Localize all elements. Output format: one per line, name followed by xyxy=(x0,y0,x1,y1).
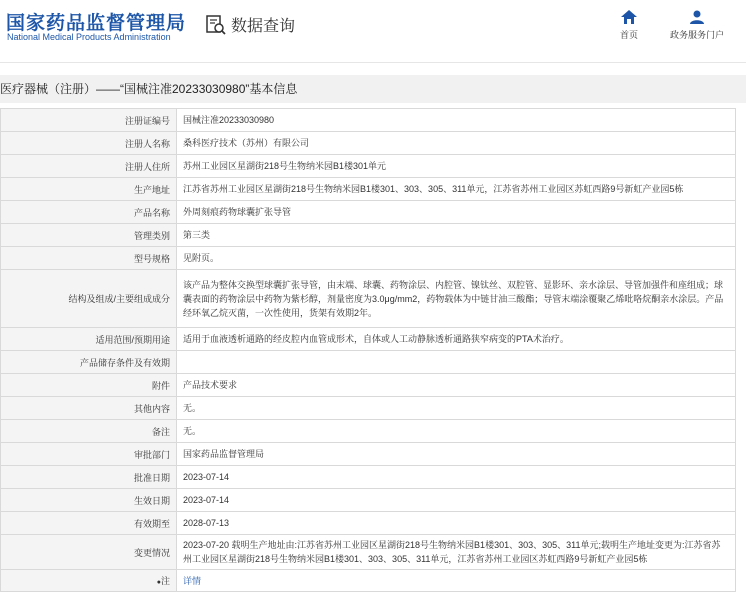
row-value: 第三类 xyxy=(177,224,736,247)
row-value: 产品技术要求 xyxy=(177,374,736,397)
info-row xyxy=(1,512,736,535)
row-label: 有效期至 xyxy=(1,512,177,535)
row-label: 产品储存条件及有效期 xyxy=(1,351,177,374)
row-value xyxy=(177,570,736,592)
row-label: 生效日期 xyxy=(1,489,177,512)
site-header xyxy=(0,0,746,63)
info-row xyxy=(1,466,736,489)
info-row xyxy=(1,570,736,592)
row-label: 其他内容 xyxy=(1,397,177,420)
info-row xyxy=(1,224,736,247)
info-row xyxy=(1,132,736,155)
row-value: 2028-07-13 xyxy=(177,512,736,535)
data-query-label: 数据查询 xyxy=(231,18,296,35)
note-bullet-icon: ● xyxy=(156,579,161,586)
details-link[interactable]: 详情 xyxy=(183,575,202,586)
site-logo-title[interactable]: 国家药品监督管理局 xyxy=(6,13,187,34)
row-label: 型号规格 xyxy=(1,247,177,270)
info-row xyxy=(1,535,736,570)
row-label: 变更情况 xyxy=(1,535,177,570)
row-label: 注册证编号 xyxy=(1,109,177,132)
row-value: 桑科医疗技术（苏州）有限公司 xyxy=(177,132,736,155)
info-row xyxy=(1,374,736,397)
nav-service-portal[interactable] xyxy=(670,10,724,41)
row-value: 2023-07-14 xyxy=(177,489,736,512)
row-value: 苏州工业园区星湖街218号生物纳米园B1楼301单元 xyxy=(177,155,736,178)
row-value: 该产品为整体交换型球囊扩张导管，由末端、球囊、药物涂层、内腔管、镍钛丝、双腔管、显影环、亲水涂层、导管加强件和座组成；球囊表面的药物涂层中药物为紫杉醇，剂量密度为3.0μg/mm2，药物载体为中链甘油三酸酯；导管末端涂覆聚乙烯吡咯烷酮亲水涂层。产品经环氧乙烷灭菌，一次性使用，货架有效期2年。 xyxy=(177,270,736,328)
row-label: 批准日期 xyxy=(1,466,177,489)
info-row xyxy=(1,201,736,224)
row-value: 国械注准20233030980 xyxy=(177,109,736,132)
row-value: 无。 xyxy=(177,420,736,443)
info-row xyxy=(1,489,736,512)
row-label: 注册人住所 xyxy=(1,155,177,178)
row-label: 注册人名称 xyxy=(1,132,177,155)
row-value: 2023-07-20 载明生产地址由:江苏省苏州工业园区星湖街218号生物纳米园B1楼301、303、305、311单元;载明生产地址变更为:江苏省苏州工业园区星湖街218号生物纳米园B1楼301、303、305、311单元，江苏省苏州工业园区苏虹西路9号新虹产业园5栋 xyxy=(177,535,736,570)
user-icon xyxy=(689,10,705,24)
info-row xyxy=(1,155,736,178)
nav-home-label: 首页 xyxy=(620,30,639,40)
row-label xyxy=(1,570,177,592)
row-label: 适用范围/预期用途 xyxy=(1,328,177,351)
row-value: 无。 xyxy=(177,397,736,420)
info-row xyxy=(1,420,736,443)
info-row xyxy=(1,443,736,466)
home-icon xyxy=(621,10,637,24)
row-value xyxy=(177,351,736,374)
info-row xyxy=(1,178,736,201)
info-row xyxy=(1,351,736,374)
nav-service-label: 政务服务门户 xyxy=(670,30,725,40)
registration-info-table xyxy=(0,108,736,592)
site-logo-subtitle: National Medical Products Administration xyxy=(7,32,171,42)
row-label: 审批部门 xyxy=(1,443,177,466)
nav-home[interactable] xyxy=(620,10,638,41)
info-row xyxy=(1,109,736,132)
row-label: 生产地址 xyxy=(1,178,177,201)
row-label-text: 注 xyxy=(160,576,170,586)
row-value: 外周刻痕药物球囊扩张导管 xyxy=(177,201,736,224)
row-value: 国家药品监督管理局 xyxy=(177,443,736,466)
info-row xyxy=(1,270,736,328)
row-value: 江苏省苏州工业园区星湖街218号生物纳米园B1楼301、303、305、311单元，江苏省苏州工业园区苏虹西路9号新虹产业园5栋 xyxy=(177,178,736,201)
row-label: 结构及组成/主要组成成分 xyxy=(1,270,177,328)
data-search-icon xyxy=(205,14,227,36)
row-label: 产品名称 xyxy=(1,201,177,224)
row-value: 见附页。 xyxy=(177,247,736,270)
row-label: 备注 xyxy=(1,420,177,443)
row-label: 管理类别 xyxy=(1,224,177,247)
info-row xyxy=(1,397,736,420)
row-value: 适用于血液透析通路的经皮腔内血管成形术，自体或人工动静脉透析通路狭窄病变的PTA术治疗。 xyxy=(177,328,736,351)
breadcrumb: 医疗器械（注册）——“国械注准20233030980”基本信息 xyxy=(0,75,746,103)
row-value: 2023-07-14 xyxy=(177,466,736,489)
data-query-link[interactable] xyxy=(205,13,295,36)
info-row xyxy=(1,328,736,351)
info-row xyxy=(1,247,736,270)
row-label: 附件 xyxy=(1,374,177,397)
